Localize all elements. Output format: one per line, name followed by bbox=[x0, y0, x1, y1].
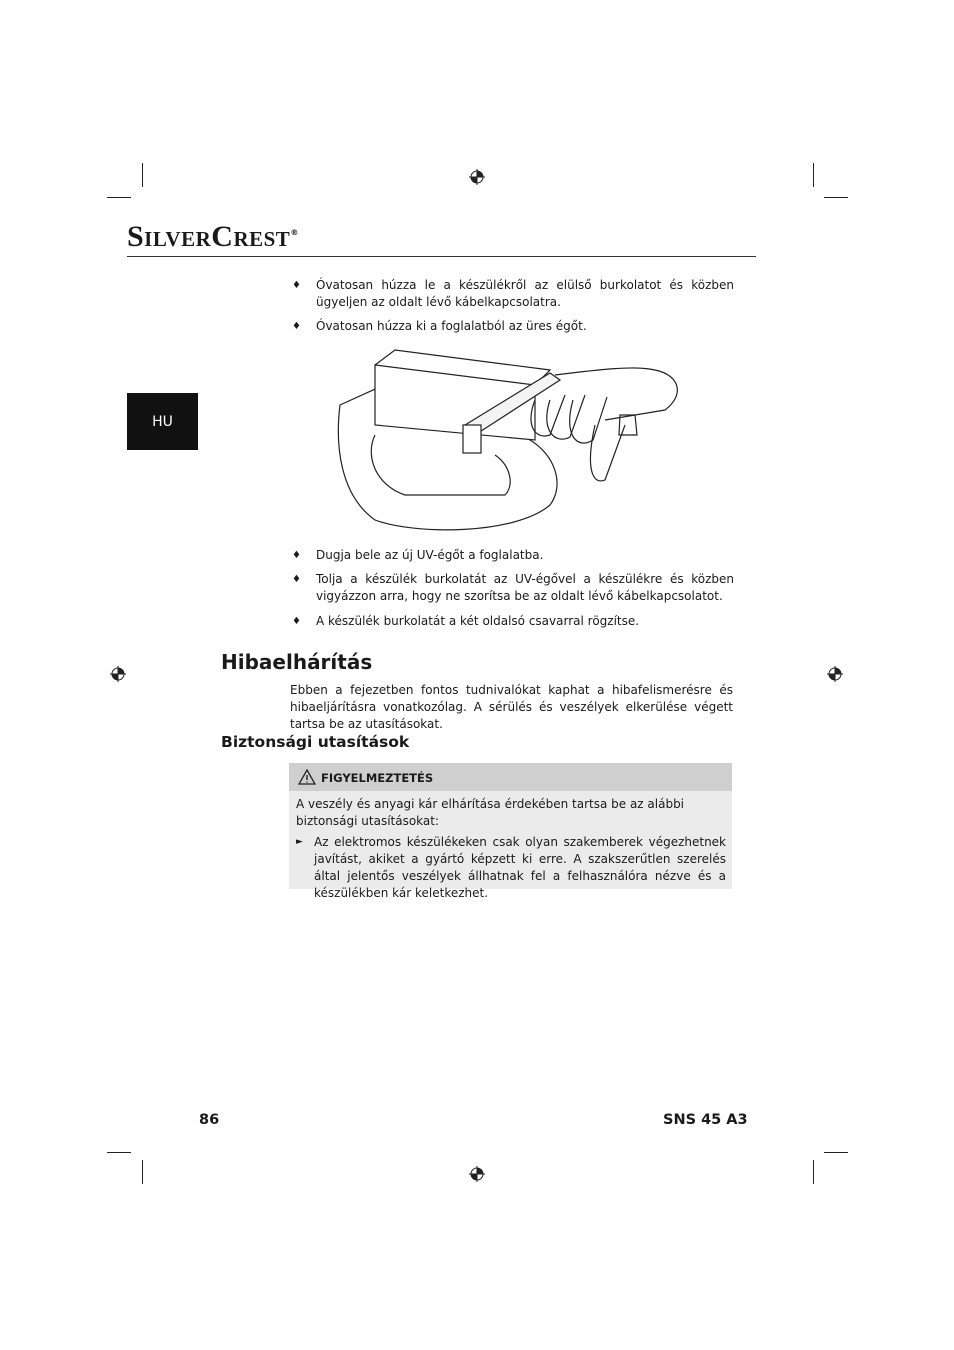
warning-text: A veszély és anyagi kár elhárítása érdekében tartsa be az alábbi biztonsági utasításokat: bbox=[296, 797, 685, 828]
warning-label: FIGYELMEZTETÉS bbox=[321, 771, 434, 785]
warning-header bbox=[289, 763, 732, 791]
crop-mark bbox=[813, 163, 814, 187]
registration-mark-icon bbox=[827, 666, 843, 682]
step-item: ♦ Óvatosan húzza le a készülékről az elülső burkolatot és közben ügyeljen az oldalt lévő kábelkapcsolatra. bbox=[292, 278, 734, 309]
step-item: ♦ Dugja bele az új UV-égőt a foglalatba. bbox=[292, 548, 544, 562]
crop-mark bbox=[142, 1160, 143, 1184]
section-title: Hibaelhárítás bbox=[221, 650, 373, 674]
crop-mark bbox=[813, 1160, 814, 1184]
diamond-bullet-icon: ♦ bbox=[292, 550, 301, 561]
crop-mark bbox=[824, 1152, 848, 1153]
registration-mark-icon bbox=[469, 1166, 485, 1182]
step-item: ♦ A készülék burkolatát a két oldalsó csavarral rögzítse. bbox=[292, 614, 640, 628]
subsection-title: Biztonsági utasítások bbox=[221, 733, 410, 751]
registration-mark-icon bbox=[110, 666, 126, 682]
crop-mark bbox=[107, 197, 131, 198]
brand-logo: SilverCrest® bbox=[127, 220, 299, 253]
diamond-bullet-icon: ♦ bbox=[292, 280, 301, 291]
arrow-bullet-icon: ► bbox=[296, 837, 303, 847]
crop-mark bbox=[107, 1152, 131, 1153]
diamond-bullet-icon: ♦ bbox=[292, 616, 301, 627]
section-intro: Ebben a fejezetben fontos tudnivalókat kaphat a hibafelismerésre és hibaeljárításra vonatkozólag. A sérülés és veszélyek elkerülése végett tartsa be az utasításokat. bbox=[290, 683, 733, 731]
language-tab: HU bbox=[127, 393, 198, 450]
model-number: SNS 45 A3 bbox=[663, 1112, 748, 1128]
page-number: 86 bbox=[199, 1112, 220, 1128]
warning-triangle-icon bbox=[298, 769, 316, 785]
crop-mark bbox=[824, 197, 848, 198]
registration-mark-icon bbox=[469, 169, 485, 185]
header-rule bbox=[127, 256, 756, 257]
uv-lamp-replacement-illustration bbox=[335, 345, 685, 535]
warning-box bbox=[289, 763, 732, 900]
diamond-bullet-icon: ♦ bbox=[292, 321, 301, 332]
crop-mark bbox=[142, 163, 143, 187]
diamond-bullet-icon: ♦ bbox=[292, 574, 301, 585]
step-item: ♦ Tolja a készülék burkolatát az UV-égővel a készülékre és közben vigyázzon arra, hogy ne szorítsa be az oldalt lévő kábelkapcsolatot. bbox=[292, 572, 734, 603]
warning-item: ► Az elektromos készülékeken csak olyan szakemberek végezhetnek javítást, akiket a gyártó képzett ki erre. A szakszerűtlen szerelés által jelentős veszélyek állhatnak fel a felhasználóra nézve és a készülékben kár keletkezhet. bbox=[296, 835, 726, 900]
step-item: ♦ Óvatosan húzza ki a foglalatból az üres égőt. bbox=[292, 319, 587, 333]
